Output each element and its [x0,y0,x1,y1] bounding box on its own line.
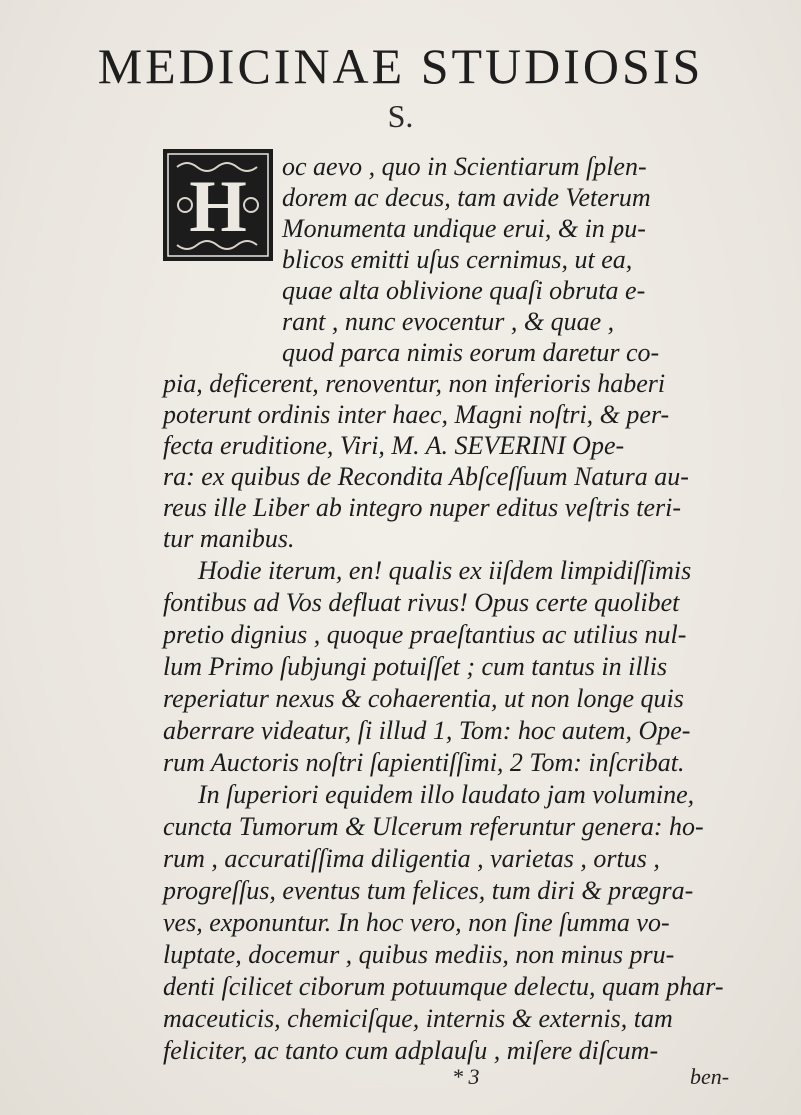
text-line: fontibus ad Vos defluat rivus! Opus certe quolibet [163,588,680,617]
page-subtitle: S. [387,98,414,134]
drop-cap-letter: H [189,166,247,248]
text-line: denti ſcilicet ciborum potuumque delectu, quam phar- [163,972,724,1001]
text-line: poterunt ordinis inter haec, Magni noſtri, & per- [163,400,670,429]
text-line: rant , nunc evocentur , & quae , [282,307,615,336]
text-line: pretio dignius , quoque praeſtantius ac utilius nul- [163,620,687,649]
text-line: dorem ac decus, tam avide Veterum [282,183,651,212]
text-line: ra: ex quibus de Recondita Abſceſſuum Natura au- [163,462,689,491]
text-line: luptate, docemur , quibus mediis, non minus pru- [163,940,675,969]
text-line: maceuticis, chemiciſque, internis & externis, tam [163,1004,673,1033]
text-line: quae alta oblivione quaſi obruta e- [282,276,646,305]
text-line: ves, exponuntur. In hoc vero, non ſine ſumma vo- [163,908,670,937]
text-line: Monumenta undique erui, & in pu- [282,214,646,243]
text-line: cuncta Tumorum & Ulcerum referuntur genera: ho- [163,812,704,841]
text-line: reus ille Liber ab integro nuper editus veſtris teri- [163,493,682,522]
text-line: Hodie iterum, en! qualis ex iiſdem limpidiſſimis [198,556,692,585]
text-line: feliciter, ac tanto cum adplauſu , miſere diſcum- [163,1036,659,1065]
text-line: aberrare videatur, ſi illud 1, Tom: hoc autem, Ope- [163,716,691,745]
signature-mark: * 3 [452,1064,480,1089]
text-line: tur manibus. [163,524,295,553]
text-line: fecta eruditione, Viri, M. A. SEVERINI Ope- [163,431,625,460]
text-line: In ſuperiori equidem illo laudato jam volumine, [198,780,695,809]
drop-cap-initial [163,149,273,261]
text-line: rum Auctoris noſtri ſapientiſſimi, 2 Tom: inſcribat. [163,748,685,777]
page-title: MEDICINAE STUDIOSIS [97,38,704,94]
text-line: rum , accuratiſſima diligentia , varietas , ortus , [163,844,660,873]
text-line: lum Primo ſubjungi potuiſſet ; cum tantus in illis [163,652,668,681]
text-line: reperiatur nexus & cohaerentia, ut non longe quis [163,684,684,713]
text-line: quod parca nimis eorum daretur co- [282,338,660,367]
text-line: oc aevo , quo in Scientiarum ſplen- [282,152,647,181]
text-line: pia, deficerent, renoventur, non inferioris haberi [163,369,666,398]
catchword: ben- [690,1064,730,1089]
text-line: blicos emitti uſus cernimus, ut ea, [282,245,633,274]
text-line: progreſſus, eventus tum felices, tum diri & prægra- [163,876,694,905]
